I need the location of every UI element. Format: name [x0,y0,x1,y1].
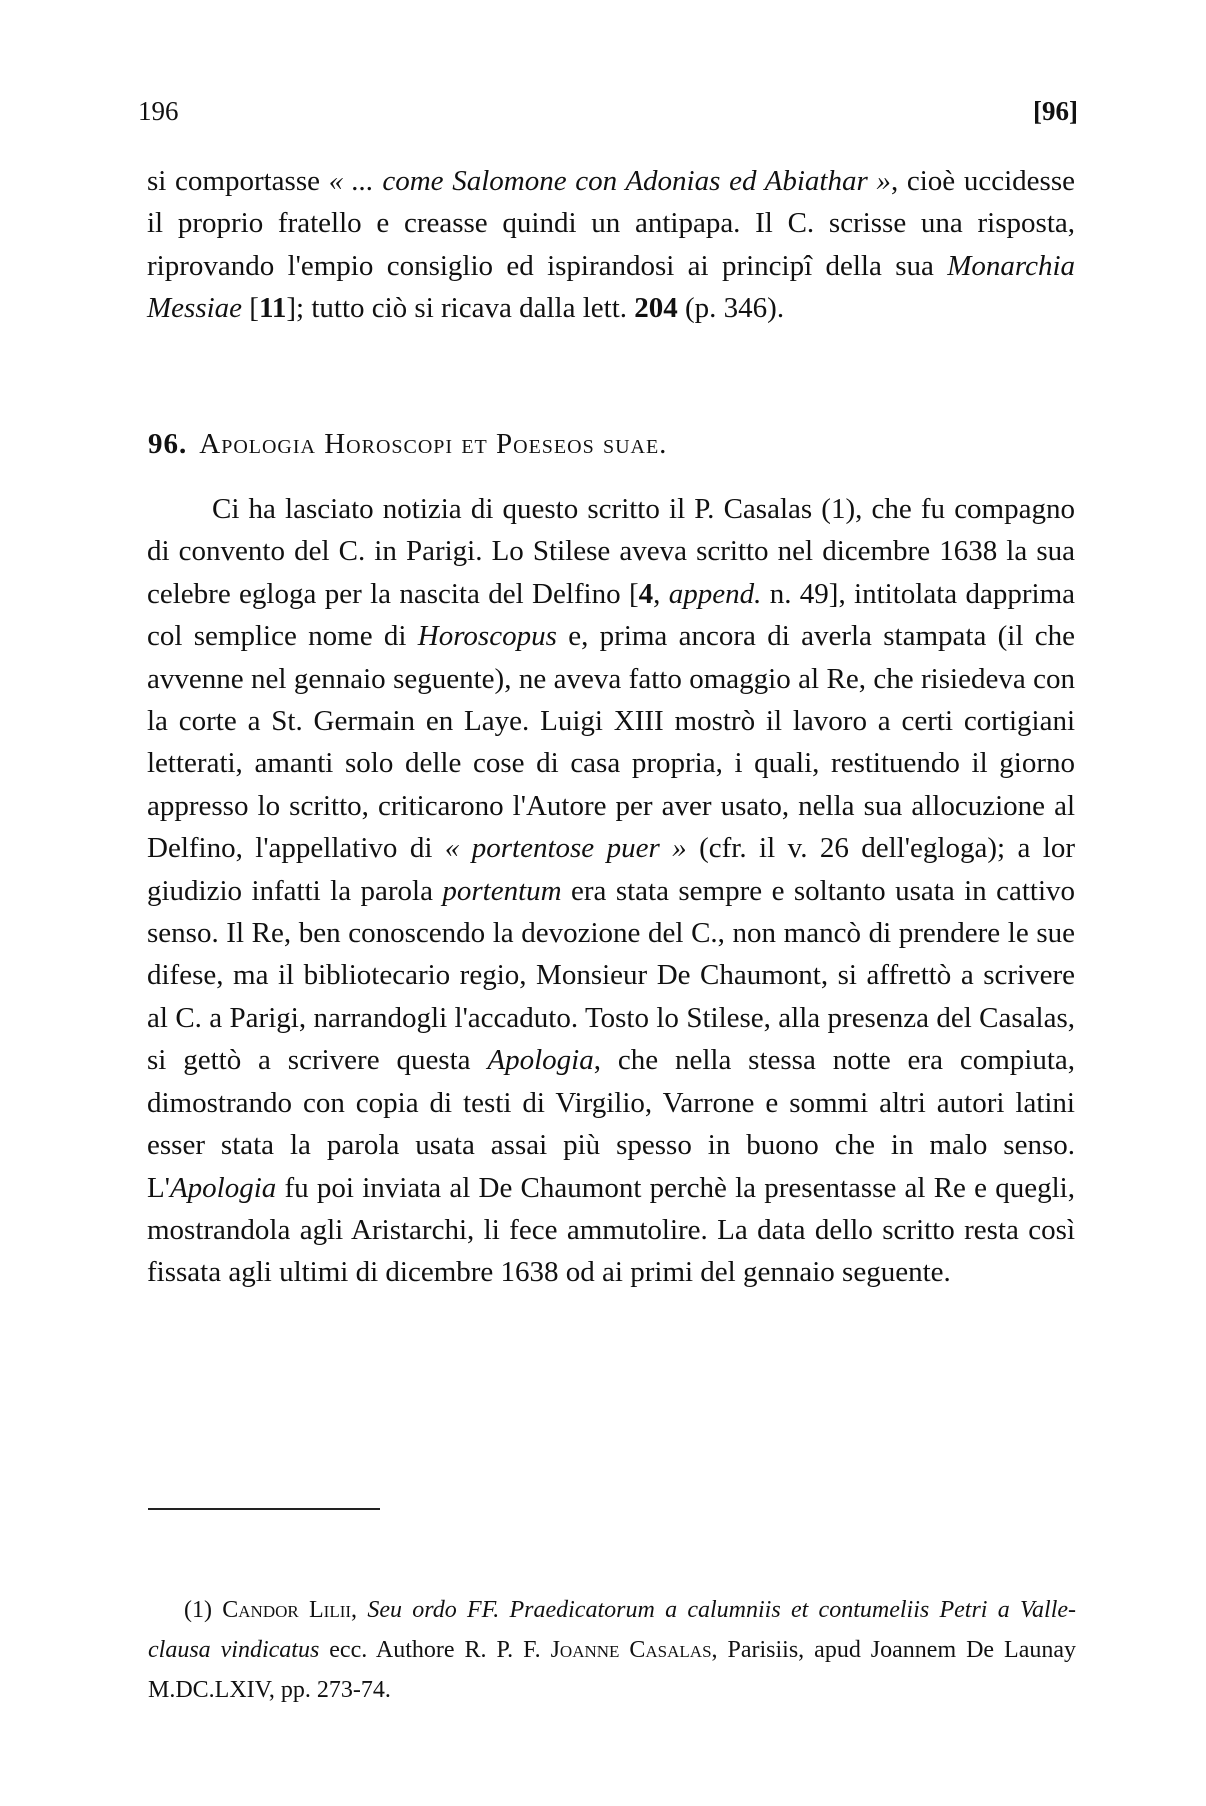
para1-text-run: , cioè uccidesse il proprio fratello e creasse quindi un antipapa. Il C. scrisse una risposta, riprovando l'empio consiglio ed ispirandosi ai principî della sua [147,165,1075,282]
para2-text-run: era stata sempre e soltanto usata in cattivo senso. Il Re, ben conoscendo la devozione del C., non mancò di prendere le sue difese, ma il bibliotecario regio, Monsieur De Chaumont, si affrettò a scrivere al C. a Parigi, narrandogli l'accaduto. Tosto lo Stilese, alla presenza del Casalas, si gettò a scrivere questa [147,874,1076,1077]
running-header [138,96,1078,136]
footnote-text-run: Seu ordo FF. Praedicatorum a calumniis et contumeliis Petri a Valle-clausa vindicatus [148,1597,1077,1663]
para1-text-run: 11 [258,292,287,325]
paragraph-continuation [147,160,1075,330]
footnote-text-run: ecc. Authore R. P. F. [319,1637,551,1663]
footnote-text-run: (1) [184,1597,223,1623]
para2-text-run: e, prima ancora di averla stampata (il che avvenne nel gennaio seguente), ne aveva fatto omaggio al Re, che risiedeva con la corte a St. Germain en Laye. Luigi XIII mostrò il lavoro a certi cortigiani letterati, amanti solo delle cose di casa propria, i quali, restituendo il giorno appresso lo scritto, criticarono l'Autore per aver usato, nella sua allocuzione al Delfino, l'appellativo di [147,620,1075,865]
paragraph-main [147,488,1075,1294]
page-number: 196 [138,96,179,126]
para1-text-run: si comportasse [147,165,329,197]
footnote-text-run: Joanne Casalas [550,1637,712,1663]
para2-text-run: (cfr. il v. 26 dell'egloga); a lor giudizio infatti la parola [147,832,1075,907]
para2-text-run: fu poi inviata al De Chaumont perchè la presentasse al Re e quegli, mostrandola agli Aristarchi, li fece ammutolire. La data dello scritto resta così fissata agli ultimi di dicembre 1638 od ai primi del gennaio seguente. [147,1171,1075,1289]
para1-text-run: [ [242,292,259,325]
footnote-text-run: , Parisiis, apud Joannem De Launay M.DC.LXIV, pp. 273-74. [148,1637,1077,1703]
footnote-separator [148,1508,380,1510]
section-heading [148,428,1076,461]
para2-text-run: , che nella stessa notte era compiuta, dimostrando con copia di testi di Virgilio, Varrone e sommi altri autori latini esser stata la parola usata assai più spesso in buono che in malo senso. L' [147,1044,1075,1204]
para2-text-run: append. [668,577,762,610]
para2-text-run: , [653,577,669,610]
para1-text-run: ]; tutto ciò si ricava dalla lett. [286,292,635,325]
para2-text-run: Apologia [487,1044,594,1077]
para1-text-run: 204 [634,292,678,325]
footnote [148,1590,1076,1710]
para2-text-run: n. 49], intitolata dapprima col semplice nome di [147,577,1076,653]
section-reference: [96] [1033,96,1078,126]
para1-text-run: Monarchia Messiae [147,249,1075,325]
section-number: 96. [148,428,188,460]
para2-text-run: Ci ha lasciato notizia di questo scritto il P. Casalas (1), che fu compagno di convento del C. in Parigi. Lo Stilese aveva scritto nel dicembre 1638 la sua celebre egloga per la nascita del Delfino [ [147,493,1075,610]
para2-text-run: « portentose puer » [444,832,687,865]
para2-text-run: portentum [442,874,562,907]
para1-text-run: (p. 346). [677,292,785,325]
para2-text-run: Apologia [169,1171,277,1204]
section-title: Apologia Horoscopi et Poeseos suae. [199,428,668,460]
para2-text-run: Horoscopus [417,620,557,653]
footnote-text-run: , [351,1597,368,1623]
footnote-text-run: Candor Lilii [222,1597,352,1623]
para1-text-run: « ... come Salomone con Adonias ed Abiathar » [328,165,891,197]
para2-text-run: 4 [638,577,654,610]
